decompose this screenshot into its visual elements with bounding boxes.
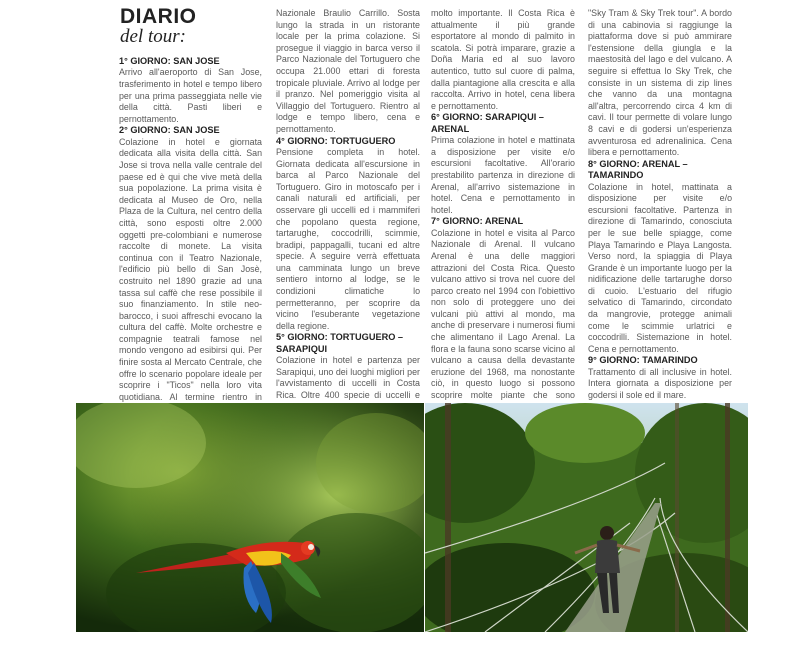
macaw-illustration <box>76 403 424 632</box>
day-text: Colazione in hotel, mattinata a disposizione per visite e/o escursioni facoltative. Partenza in direzione di Tamarindo, conosciuta per le sue belle spiagge, come Playa Tamarindo e Playa Langosta. Verso nord, la spiaggia di Playa Grande è un importante luogo per la nidificazione delle tartarughe dorso di cuoio. L'estuario del rifugio selvatico di Tamarindo, circondato da mangrovie, protegge animali come le scimmie urlatrici e coccodrilli. Sistemazione in hotel. Cena e pernottamento. <box>588 181 732 354</box>
day-text: Colazione in hotel e giornata dedicata alla visita della città. San Jose si trova nella valle centrale del paese ed è qui che vive metà della sua popolazione. La prima visita è dedicata al Museo de Oro, nella Plaza de la Cultura, nel centro della città, sono esposti oltre 2.000 oggetti pre-colombiani e numerose raccolte di monete. La visita continua con il Teatro Nazionale, l'edificio più bello di San Josè, costruito nel 1890 grazie ad una tassa sul caffè che rese possibile il suo finanziamento. In stile neo-barocco, i suoi affreschi evocano la cultura del caffè. Molte orchestre e compagnie teatrali famose nel mondo vengono ad esibirsi qui. Per finire sosta al Mercato Centrale, che offre lo scenario popolare ideale per scoprire i "Ticos" nella loro vita quotidiana. Al termine rientro in <box>119 136 262 402</box>
day-heading: 8° GIORNO: ARENAL – TAMARINDO <box>588 158 688 181</box>
day-text: Colazione in hotel e visita al Parco Nazionale di Arenal. Il vulcano Arenal è una delle maggiori attrazioni del Costa Rica. Questo vulcano attivo si trova nel cuore del parco creato nel 1994 con l'obiettivo non solo di proteggere uno dei vulcani più attivi al mondo, ma anche di preservare i numerosi fiumi che alimentano il Lago Arenal. La flora e la fauna sono scarse vicino al vulcano a causa della devastante eruzione del 1968, ma nonostante ciò, in questo luogo si possono scoprire molte piante che sono <box>431 227 575 401</box>
day-text: Nazionale Braulio Carrillo. Sosta lungo la strada in un ristorante locale per la prima colazione. Si prosegue il viaggio in barca verso il Parco Nazionale del Tortuguero che occupa 21.000 ettari di foresta tropicale pluviale. Arrivo al lodge per il pranzo. Nel pomeriggio visita al Villaggio del Tortuguero. Rientro al lodge e tempo libero, cena e pernottamento. <box>276 8 420 134</box>
day-text: "Sky Tram & Sky Trek tour". A bordo di una cabinovia si raggiunge la piattaforma dove si può ammirare l'estensione della giungla e la maestosità del lago e del vulcano. A seguire si effettua lo Sky Trek, che consiste in un sistema di zip lines che vanno da una montagna all'altra, percorrendo circa 4 km di cavi. Il tour permette di volare lungo 8 cavi e di godersi un'esperienza avventurosa ed adrenalinica. Cena libera e pernottamento. <box>588 8 732 158</box>
day-heading: 5° GIORNO: TORTUGUERO – SARAPIQUI <box>276 332 404 354</box>
day-heading: 2° GIORNO: SAN JOSE <box>119 125 220 136</box>
day-text: Prima colazione in hotel e mattinata a disposizione per visite e/o escursioni facoltative. All'orario prestabilito partenza in direzione di Arenal, all'arrivo sistemazione in hotel. Cena e pernottamento in hotel. <box>431 135 575 215</box>
page-subtitle: del tour: <box>120 26 186 47</box>
day-heading: 7° GIORNO: ARENAL <box>431 216 524 227</box>
day-text: Arrivo all'aeroporto di San Jose, trasferimento in hotel e tempo libero per una prima passeggiata nelle vie della città. Pasti liberi e pernottamento. <box>119 67 262 124</box>
day-heading: 1° GIORNO: SAN JOSE <box>119 56 220 66</box>
day-text: Colazione in hotel e partenza per Sarapiqui, uno dei luoghi migliori per l'avvistamento di uccelli in Costa Rica. Oltre 400 specie di uccelli e <box>276 355 420 401</box>
day-text: Trattamento di all inclusive in hotel. Intera giornata a disposizione per godersi il sole ed il mare. <box>588 366 732 401</box>
day-heading: 4° GIORNO: TORTUGUERO <box>276 135 396 146</box>
day-heading: 6° GIORNO: SARAPIQUI – ARENAL <box>431 112 544 134</box>
day-text: molto importante. Il Costa Rica è attualmente il più grande esportatore al mondo di palmito in scatola. Si potrà imparare, grazie a Doña Maria ed al suo lavoro autentico, tutto sul cuore di palma, dalla piantagione alla crescita e alla raccolta. Arrivo in hotel, cena libera e pernottamento. <box>431 8 575 111</box>
text-column-4 <box>588 8 732 448</box>
macaw-photo <box>76 403 424 632</box>
page-title: DIARIO <box>120 5 197 28</box>
bridge-illustration <box>425 403 748 632</box>
day-heading: 9° GIORNO: TAMARINDO <box>588 355 698 366</box>
day-text: Pensione completa in hotel. Giornata dedicata all'escursione in barca al Parco Nazionale del Tortuguero. Giro in motoscafo per i canali naturali ed artificiali, per osservare gli uccelli ed i mammiferi che popolano questa regione, tartarughe, coccodrilli, scimmie, bradipi, pappagalli, tucani ed altre specie. A seguire verrà effettuata una camminata lungo un breve sentiero intorno al lodge, se le condizioni climatiche lo permetteranno, per scoprire da vicino l'esuberante vegetazione della regione. <box>276 146 420 331</box>
hanging-bridge-photo <box>425 403 748 632</box>
